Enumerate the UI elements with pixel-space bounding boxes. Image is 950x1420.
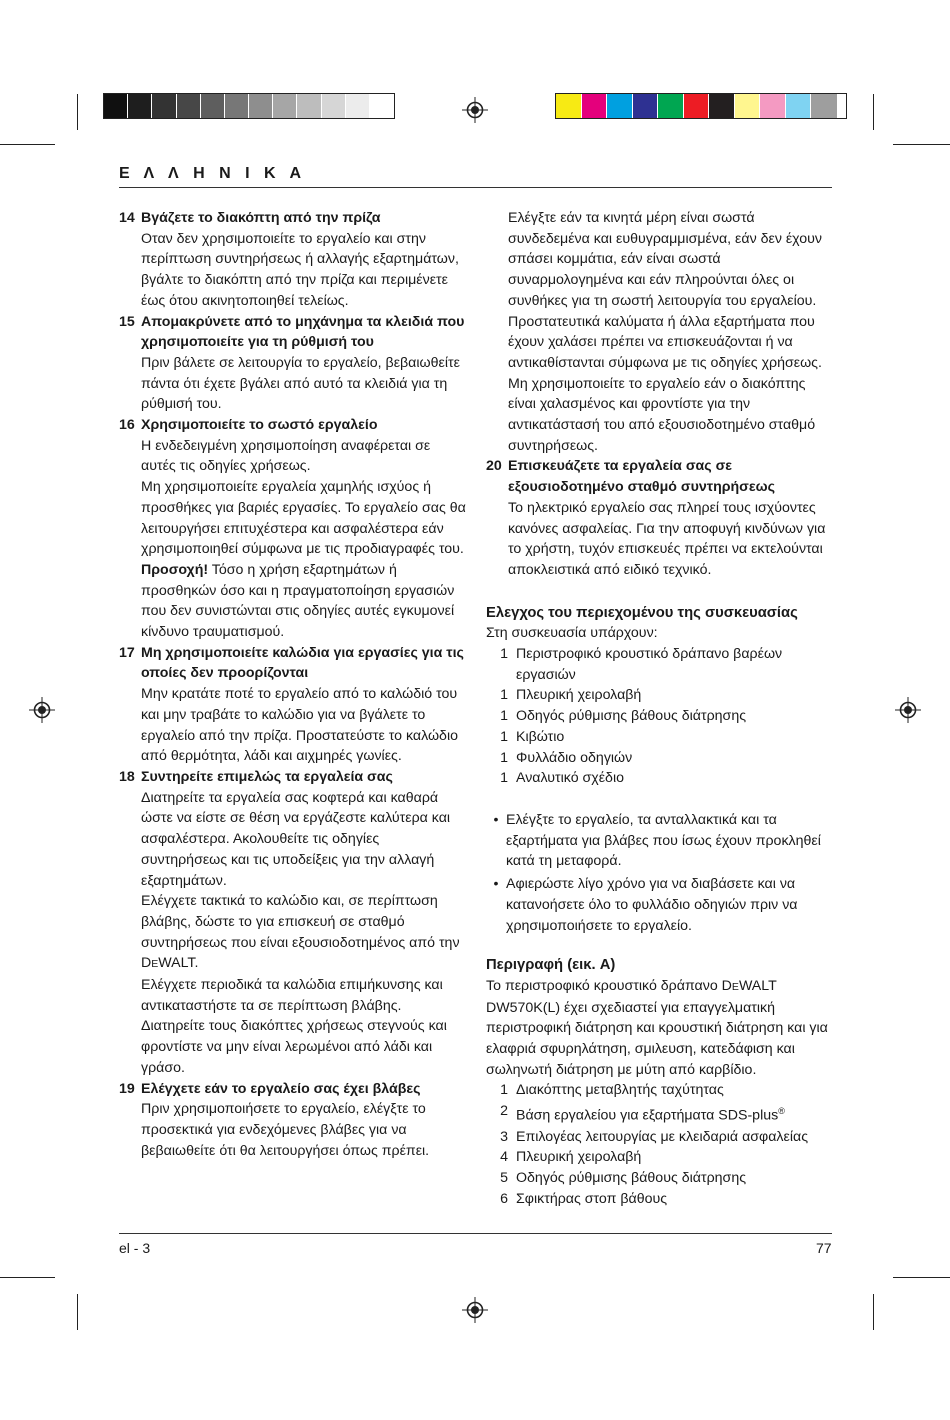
color-swatch [322, 94, 346, 118]
item-text: Οταν δεν χρησιμοποιείτε το εργαλείο και στην περίπτωση συντηρήσεως ή αλλαγής εξαρτημάτων, βγάλτε το διακόπτη από την πρίζα και περιμένετε έως ότου ακινητοποιηθεί τελείως. [141, 230, 459, 309]
component-item: 1 Διακόπτης μεταβλητής ταχύτητας [500, 1082, 724, 1099]
item-title: Ελέγχετε εάν το εργαλείο σας έχει βλάβες [141, 1080, 421, 1097]
color-swatch [128, 94, 152, 118]
crop-mark [0, 1277, 55, 1278]
component-item: 6 Σφικτήρας στοπ βάθους [500, 1190, 668, 1207]
safety-item-20: 20 Επισκευάζετε τα εργαλεία σας σε εξουσιοδοτημένο σταθμό συντηρήσεως Το ηλεκτρικό εργαλείο σας πληρεί τους ισχύοντες κανόνες ασφαλείας. Για την αποφυγή κινδύνων για το χρήστη, τυχόν επισκευές πρέπει να εκτελούνται αποκλειστικά από ειδικό τεχνικό. [486, 456, 832, 580]
color-swatch [607, 94, 633, 118]
component-list [486, 1080, 832, 1209]
crop-mark [77, 94, 78, 130]
item-title: Χρησιμοποιείτε το σωστό εργαλείο [141, 417, 378, 434]
color-swatch [201, 94, 225, 118]
color-swatch [297, 94, 321, 118]
item-text: Ελέγχετε περιοδικά τα καλώδια επιμήκυνσης και αντικαταστήστε τα σε περίπτωση βλάβης. Διατηρείτε τους διακόπτες χρήσεως στεγνούς και φροντίστε να μην είναι λερωμένοι από λάδι και γράσο. [141, 977, 447, 1076]
language-heading: Ε Λ Λ Η Ν Ι Κ Α [119, 165, 307, 182]
item-text: Η ενδεδειγμένη χρησιμοποίηση αναφέρεται σε αυτές τις οδηγίες χρήσεως. [141, 437, 431, 475]
bullet-item: • Ελέγξτε το εργαλείο, τα ανταλλακτικά και τα εξαρτήματα για βλάβες που ίσως έχουν προκληθεί κατά τη μεταφορά. [493, 811, 821, 870]
color-swatch [370, 94, 394, 118]
component-item: 3 Επιλογέας λειτουργίας με κλειδαριά ασφαλείας [500, 1128, 809, 1145]
crop-mark [893, 1277, 950, 1278]
item-text: Μη χρησιμοποιείτε εργαλεία χαμηλής ισχύος ή προσθήκες για βαριές εργασίες. Το εργαλείο σας θα λειτουργήσει επιτυχέστερα και ασφαλέστερα εάν χρησιμοποιηθεί σύμφωνα με τις προδιαγραφές του. [141, 479, 466, 558]
crop-mark [893, 144, 950, 145]
item-text: Πριν βάλετε σε λειτουργία το εργαλείο, βεβαιωθείτε πάντα ότι έχετε βγάλει από αυτό τα κλειδιά για τη ρύθμισή του. [141, 354, 460, 413]
process-color-bar [555, 93, 847, 119]
color-swatch [104, 94, 128, 118]
package-item: 1 Οδηγός ρύθμισης βάθους διάτρησης [500, 708, 747, 725]
item-text: Μην κρατάτε ποτέ το εργαλείο από το καλώδιό του και μην τραβάτε το καλώδιο για να βγάλετε το εργαλείο από την πρίζα. Προστατεύστε το καλώδιο από θερμότητα, λάδι και αιχμηρές γωνίες. [141, 686, 458, 765]
footer-rule [119, 1233, 832, 1234]
warning-text: Τόσο η χρήση εξαρτημάτων ή προσθηκών όσο και η πραγματοποίηση εργασιών που δεν συνιστώνται στις οδηγίες αυτές εγκυμονεί κίνδυνο τραυματισμού. [141, 561, 455, 641]
color-swatch [811, 94, 837, 118]
color-swatch [786, 94, 812, 118]
color-swatch [177, 94, 201, 118]
component-item: 2 Βάση εργαλείου για εξαρτήματα SDS-plus® [500, 1103, 785, 1124]
item-19-continued: Ελέγξτε εάν τα κινητά μέρη είναι σωστά συνδεδεμένα και ευθυγραμμισμένα, εάν δεν έχουν σπάσει κομμάτια, εάν είναι σωστά συναρμολογημένα και εάν πληρούνται όλες οι συνθήκες για τη σωστή λειτουργία του εργαλείου. Προστατευτικά καλύματα ή άλλα εξαρτήματα που έχουν χαλάσει πρέπει να επισκευάζονται ή να αντικαθίστανται σύμφωνα με τις οδηγίες χρήσεως. Μη χρησιμοποιείτε το εργαλείο εάν ο διακόπτης είναι χαλασμένος και φροντίστε για την αντικατάστασή του από εξουσιοδοτημένο σταθμό συντηρήσεως. [508, 210, 822, 454]
color-swatch [709, 94, 735, 118]
color-swatch [684, 94, 710, 118]
safety-item-18: 18 Συντηρείτε επιμελώς τα εργαλεία σας Διατηρείτε τα εργαλεία σας κοφτερά και καθαρά ώστε να είστε σε θέση να εργάζεστε καλύτερα και ασφαλέστερα. Ακολουθείτε τις οδηγίες συντηρήσεως και τις υποδείξεις για την αλλαγή εξαρτημάτων. Ελέγχετε τακτικά το καλώδιο και, σε περίπτωση βλάβης, δώστε το για επισκευή σε σταθμό συντηρήσεως που είναι εξουσιοδοτημένος από την DEWALT. Ελέγχετε περιοδικά τα καλώδια επιμήκυνσης και αντικαταστήστε τα σε περίπτωση βλάβης. Διατηρείτε τους διακόπτες χρήσεως στεγνούς και φροντίστε να μην είναι λερωμένοι από λάδι και γράσο. [119, 767, 466, 1079]
package-bullets [486, 810, 832, 936]
item-text: Διατηρείτε τα εργαλεία σας κοφτερά και καθαρά ώστε να είστε σε θέση να εργάζεστε καλύτερα και ασφαλέστερα. Ακολουθείτε τις οδηγίες συντηρήσεως και τις υποδείξεις για την αλλαγή εξαρτημάτων. [141, 789, 451, 889]
package-item: 1 Αναλυτικό σχέδιο [500, 770, 624, 787]
item-text: Πριν χρησιμοποιήσετε το εργαλείο, ελέγξτε το προσεκτικά για ενδεχόμενες βλάβες για να βεβαιωθείτε ότι θα λειτουργήσει όπως πρέπει. [141, 1101, 430, 1159]
item-text: Το ηλεκτρικό εργαλείο σας πληρεί τους ισχύοντες κανόνες ασφαλείας. Για την αποφυγή κινδύνων για το χρήστη, τυχόν επισκευές πρέπει να εκτελούνται αποκλειστικά από ειδικό τεχνικό. [508, 499, 826, 578]
safety-item-19: 19 Ελέγχετε εάν το εργαλείο σας έχει βλάβες Πριν χρησιμοποιήσετε το εργαλείο, ελέγξτε το προσεκτικά για ενδεχόμενες βλάβες για να βεβαιωθείτε ότι θα λειτουργήσει όπως πρέπει. [119, 1079, 466, 1162]
color-swatch [760, 94, 786, 118]
registration-mark-icon [29, 697, 55, 723]
item-title: Βγάζετε το διακόπτη από την πρίζα [141, 210, 381, 226]
color-swatch [556, 94, 582, 118]
color-swatch [735, 94, 761, 118]
item-title: Μη χρησιμοποιείτε καλώδια για εργασίες για τις οποίες δεν προορίζονται [141, 644, 464, 682]
color-swatch [152, 94, 176, 118]
safety-item-15: 15 Απομακρύνετε από το μηχάνημα τα κλειδιά που χρησιμοποιείτε για τη ρύθμισή του Πριν βάλετε σε λειτουργία το εργαλείο, βεβαιωθείτε πάντα ότι έχετε βγάλει από αυτό τα κλειδιά για τη ρύθμισή του. [119, 312, 466, 416]
package-item: 1 Φυλλάδιο οδηγιών [500, 749, 633, 766]
page-label: el - 3 [119, 1240, 151, 1256]
crop-mark [0, 144, 55, 145]
package-item: 1 Κιβώτιο [500, 728, 565, 745]
color-swatch [633, 94, 659, 118]
gray-color-bar [103, 93, 395, 119]
registration-mark-icon [462, 97, 488, 123]
page-number: 77 [816, 1240, 832, 1256]
color-swatch [346, 94, 370, 118]
color-swatch [658, 94, 684, 118]
safety-item-16: 16 Χρησιμοποιείτε το σωστό εργαλείο Η ενδεδειγμένη χρησιμοποίηση αναφέρεται σε αυτές τις οδηγίες χρήσεως. Μη χρησιμοποιείτε εργαλεία χαμηλής ισχύος ή προσθήκες για βαριές εργασίες. Το εργαλείο σας θα λειτουργήσει επιτυχέστερα και ασφαλέστερα εάν χρησιμοποιηθεί σύμφωνα με τις προδιαγραφές του. Προσοχή! Τόσο η χρήση εξαρτημάτων ή προσθηκών όσο και η πραγματοποίηση εργασιών που δεν συνιστώνται στις οδηγίες αυτές εγκυμονεί κίνδυνο τραυματισμού. [119, 417, 466, 641]
package-item: 1 Περιστροφικό κρουστικό δράπανο βαρέων εργασιών [500, 646, 783, 683]
color-swatch [249, 94, 273, 118]
color-swatch [582, 94, 608, 118]
safety-item-14: 14 Βγάζετε το διακόπτη από την πρίζα Οταν δεν χρησιμοποιείτε το εργαλείο και στην περίπτωση συντηρήσεως ή αλλαγής εξαρτημάτων, βγάλτε το διακόπτη από την πρίζα και περιμένετε έως ότου ακινητοποιηθεί τελείως. [119, 208, 466, 312]
section-title-description: Περιγραφή (εικ. A) [486, 957, 616, 974]
registration-mark-icon [895, 697, 921, 723]
header-rule [119, 187, 832, 188]
component-item: 5 Οδηγός ρύθμισης βάθους διάτρησης [500, 1169, 747, 1186]
right-column [486, 208, 832, 1209]
item-title: Επισκευάζετε τα εργαλεία σας σε εξουσιοδοτημένο σταθμό συντηρήσεως [508, 458, 775, 496]
package-item: 1 Πλευρική χειρολαβή [500, 687, 642, 704]
color-swatch [273, 94, 297, 118]
item-text: Ελέγχετε τακτικά το καλώδιο και, σε περίπτωση βλάβης, δώστε το για επισκευή σε σταθμό συντηρήσεως που είναι εξουσιοδοτημένος από την DEWALT. [141, 893, 460, 972]
registration-mark-icon [462, 1297, 488, 1323]
item-title: Συντηρείτε επιμελώς τα εργαλεία σας [141, 768, 393, 785]
crop-mark [873, 1294, 874, 1330]
item-title: Απομακρύνετε από το μηχάνημα τα κλειδιά που χρησιμοποιείτε για τη ρύθμισή του [141, 313, 465, 351]
section-title-package: Ελεγχος του περιεχομένου της συσκευασίας [486, 604, 798, 621]
color-swatch [225, 94, 249, 118]
safety-item-17: 17 Μη χρησιμοποιείτε καλώδια για εργασίες για τις οποίες δεν προορίζονται Μην κρατάτε ποτέ το εργαλείο από το καλώδιό του και μην τραβάτε το καλώδιο για να βγάλετε το εργαλείο από την πρίζα. Προστατεύστε το καλώδιο από θερμότητα, λάδι και αιχμηρές γωνίες. [119, 643, 466, 767]
package-list [486, 644, 832, 789]
crop-mark [873, 94, 874, 130]
crop-mark [77, 1294, 78, 1330]
component-item: 4 Πλευρική χειρολαβή [500, 1149, 642, 1166]
bullet-item: • Αφιερώστε λίγο χρόνο για να διαβάσετε και να κατανοήσετε όλο το φυλλάδιο οδηγιών πριν να χρησιμοποιήσετε το εργαλείο. [493, 876, 798, 934]
description-text: Το περιστροφικό κρουστικό δράπανο DEWALT DW570K(L) έχει σχεδιαστεί για επαγγελματική περιστροφική διάτρηση και κρουστική διάτρηση και για ελαφριά σφυρηλάτηση, σμιλευση, κατεδάφιση και σωληνωτή διάτρηση με μύτη από καρβίδιο. [486, 977, 828, 1078]
left-column [119, 208, 466, 1161]
warning-label: Προσοχή! [141, 561, 209, 578]
package-intro: Στη συσκευασία υπάρχουν: [486, 625, 658, 642]
